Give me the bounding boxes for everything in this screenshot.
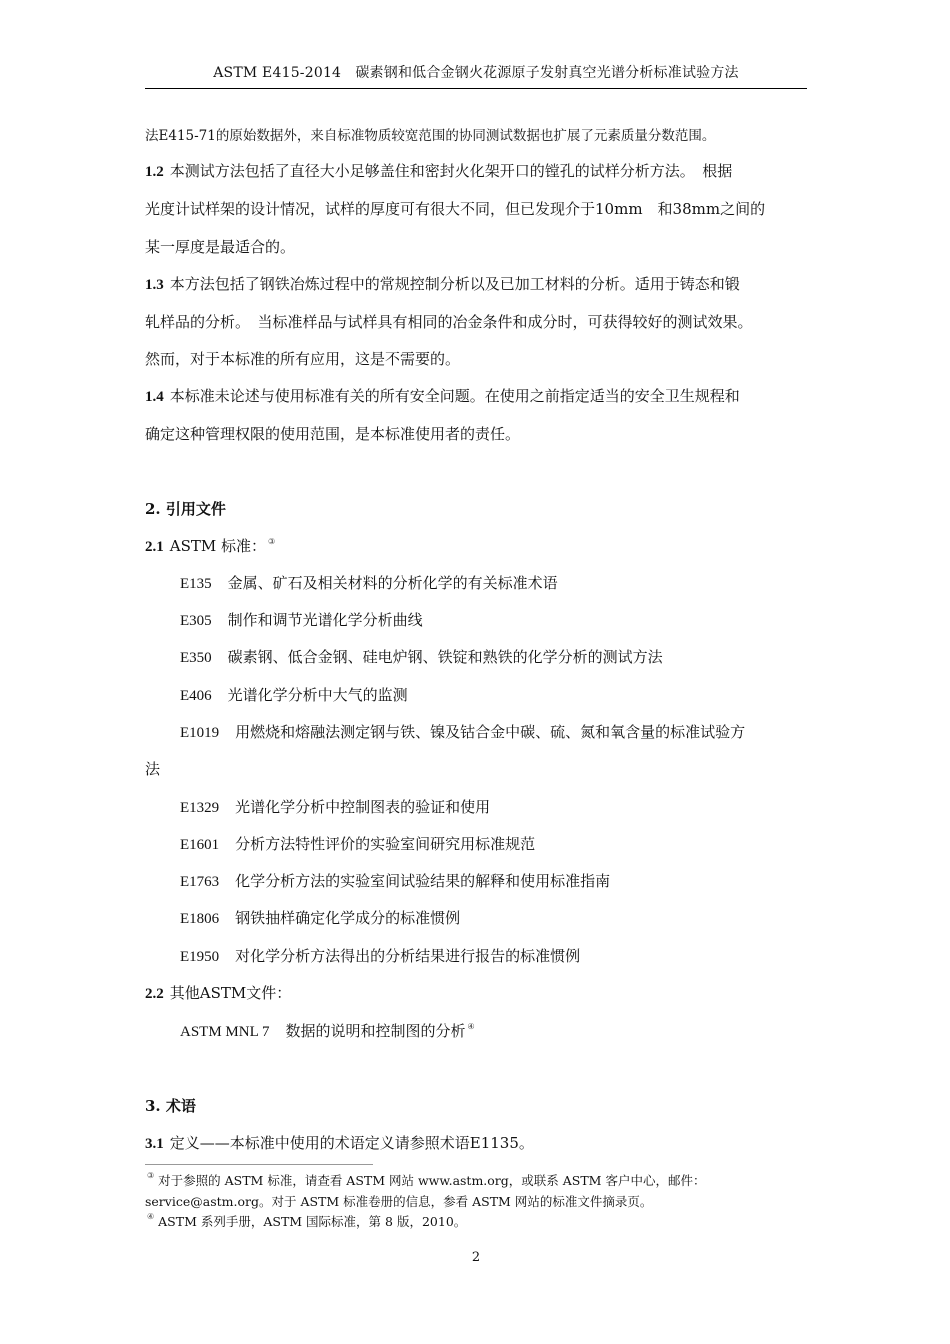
- reference-title: 数据的说明和控制图的分析: [285, 1022, 466, 1040]
- clause-1-2-line-2: 光度计试样架的设计情况，试样的厚度可有很大不同，但已发现介于10mm 和38mm之间的: [145, 200, 766, 218]
- reference-title: 用燃烧和熔融法测定钢与铁、镍及钴合金中碳、硫、氮和氧含量的标准试验方: [235, 723, 746, 741]
- reference-code: E1019: [180, 725, 220, 741]
- reference-title: 分析方法特性评价的实验室间研究用标准规范: [235, 835, 536, 853]
- reference-item: [180, 833, 535, 854]
- clause-1-2-line-3: 某一厚度是最适合的。: [145, 238, 296, 256]
- reference-title: 碳素钢、低合金钢、硅电炉钢、铁锭和熟铁的化学分析的测试方法: [227, 648, 663, 666]
- header-rule: [145, 88, 807, 89]
- clause-2-1: [145, 535, 275, 556]
- clause-2-2: [145, 982, 291, 1003]
- section-3-heading: 3. 术语: [145, 1097, 196, 1115]
- reference-title: 金属、矿石及相关材料的分析化学的有关标准术语: [227, 574, 558, 592]
- reference-title: 化学分析方法的实验室间试验结果的解释和使用标准指南: [235, 872, 611, 890]
- reference-code: E1950: [180, 949, 220, 965]
- reference-item: [180, 721, 745, 742]
- running-header: ASTM E415-2014 碳素钢和低合金钢火花源原子发射真空光谱分析标准试验方法: [213, 65, 739, 81]
- clause-text: 其他ASTM文件：: [169, 984, 292, 1002]
- clause-3-1: [145, 1132, 534, 1153]
- clause-number: 3.1: [145, 1136, 164, 1152]
- clause-text: 本标准未论述与使用标准有关的所有安全问题。在使用之前指定适当的安全卫生规程和: [169, 387, 740, 405]
- clause-number: 1.2: [145, 164, 164, 180]
- reference-title: 光谱化学分析中控制图表的验证和使用: [235, 798, 491, 816]
- reference-title: 钢铁抽样确定化学成分的标准惯例: [235, 909, 461, 927]
- reference-item: [180, 796, 490, 817]
- footnote-marker: ④: [147, 1212, 155, 1221]
- reference-code: E350: [180, 650, 212, 666]
- clause-text: 本方法包括了钢铁冶炼过程中的常规控制分析以及已加工材料的分析。适用于铸态和锻: [169, 275, 740, 293]
- footnote-text: 对于参照的 ASTM 标准，请查看 ASTM 网站 www.astm.org，或联系 ASTM 客户中心，邮件：: [158, 1173, 706, 1188]
- page-number: 2: [471, 1250, 481, 1265]
- reference-code: E305: [180, 613, 212, 629]
- footnote-4: [145, 1212, 466, 1230]
- footnote-text: ASTM 系列手册，ASTM 国际标准，第 8 版，2010。: [158, 1214, 467, 1229]
- clause-1-2-line-1: [145, 160, 732, 181]
- reference-title: 对化学分析方法得出的分析结果进行报告的标准惯例: [235, 947, 581, 965]
- reference-item: [180, 1020, 475, 1041]
- reference-item: [180, 609, 423, 630]
- clause-1-4-line-2: 确定这种管理权限的使用范围，是本标准使用者的责任。: [145, 425, 521, 443]
- footnote-3-line-1: [145, 1171, 705, 1189]
- clause-number: 2.2: [145, 986, 164, 1002]
- footnote-marker: ③: [268, 537, 276, 546]
- clause-1-3-line-3: 然而，对于本标准的所有应用，这是不需要的。: [145, 350, 461, 368]
- clause-1-3-line-1: [145, 273, 740, 294]
- clause-text: 定义——本标准中使用的术语定义请参照术语E1135。: [169, 1134, 534, 1152]
- reference-code: E1806: [180, 911, 220, 927]
- footnote-separator: [145, 1164, 373, 1165]
- clause-1-3-line-2: 轧样品的分析。 当标准样品与试样具有相同的冶金条件和成分时，可获得较好的测试效果。: [145, 313, 753, 331]
- reference-item: [180, 907, 460, 928]
- reference-item: [180, 945, 580, 966]
- footnote-3-line-2: service@astm.org。对于 ASTM 标准卷册的信息，参看 ASTM 网站的标准文件摘录页。: [145, 1194, 653, 1209]
- reference-code: E1763: [180, 874, 220, 890]
- reference-continuation: 法: [145, 760, 161, 778]
- reference-code: ASTM MNL 7: [180, 1024, 270, 1040]
- reference-code: E1329: [180, 800, 220, 816]
- reference-item: [180, 870, 610, 891]
- reference-code: E1601: [180, 837, 220, 853]
- footnote-marker: ③: [147, 1171, 155, 1180]
- reference-title: 光谱化学分析中大气的监测: [227, 686, 408, 704]
- reference-code: E406: [180, 688, 212, 704]
- reference-item: [180, 646, 663, 667]
- reference-item: [180, 684, 408, 705]
- section-2-heading: 2. 引用文件: [145, 500, 226, 518]
- reference-item: [180, 572, 558, 593]
- clause-number: 2.1: [145, 539, 164, 555]
- clause-number: 1.4: [145, 389, 164, 405]
- clause-1-4-line-1: [145, 385, 740, 406]
- clause-text: 本测试方法包括了直径大小足够盖住和密封火化架开口的镗孔的试样分析方法。 根据: [169, 162, 733, 180]
- clause-text: ASTM 标准：: [169, 537, 266, 555]
- paragraph-line: 法E415-71的原始数据外，来自标准物质较宽范围的协同测试数据也扩展了元素质量分数范围。: [145, 128, 716, 144]
- reference-code: E135: [180, 576, 212, 592]
- reference-title: 制作和调节光谱化学分析曲线: [227, 611, 423, 629]
- clause-number: 1.3: [145, 277, 164, 293]
- footnote-marker: ④: [467, 1022, 475, 1031]
